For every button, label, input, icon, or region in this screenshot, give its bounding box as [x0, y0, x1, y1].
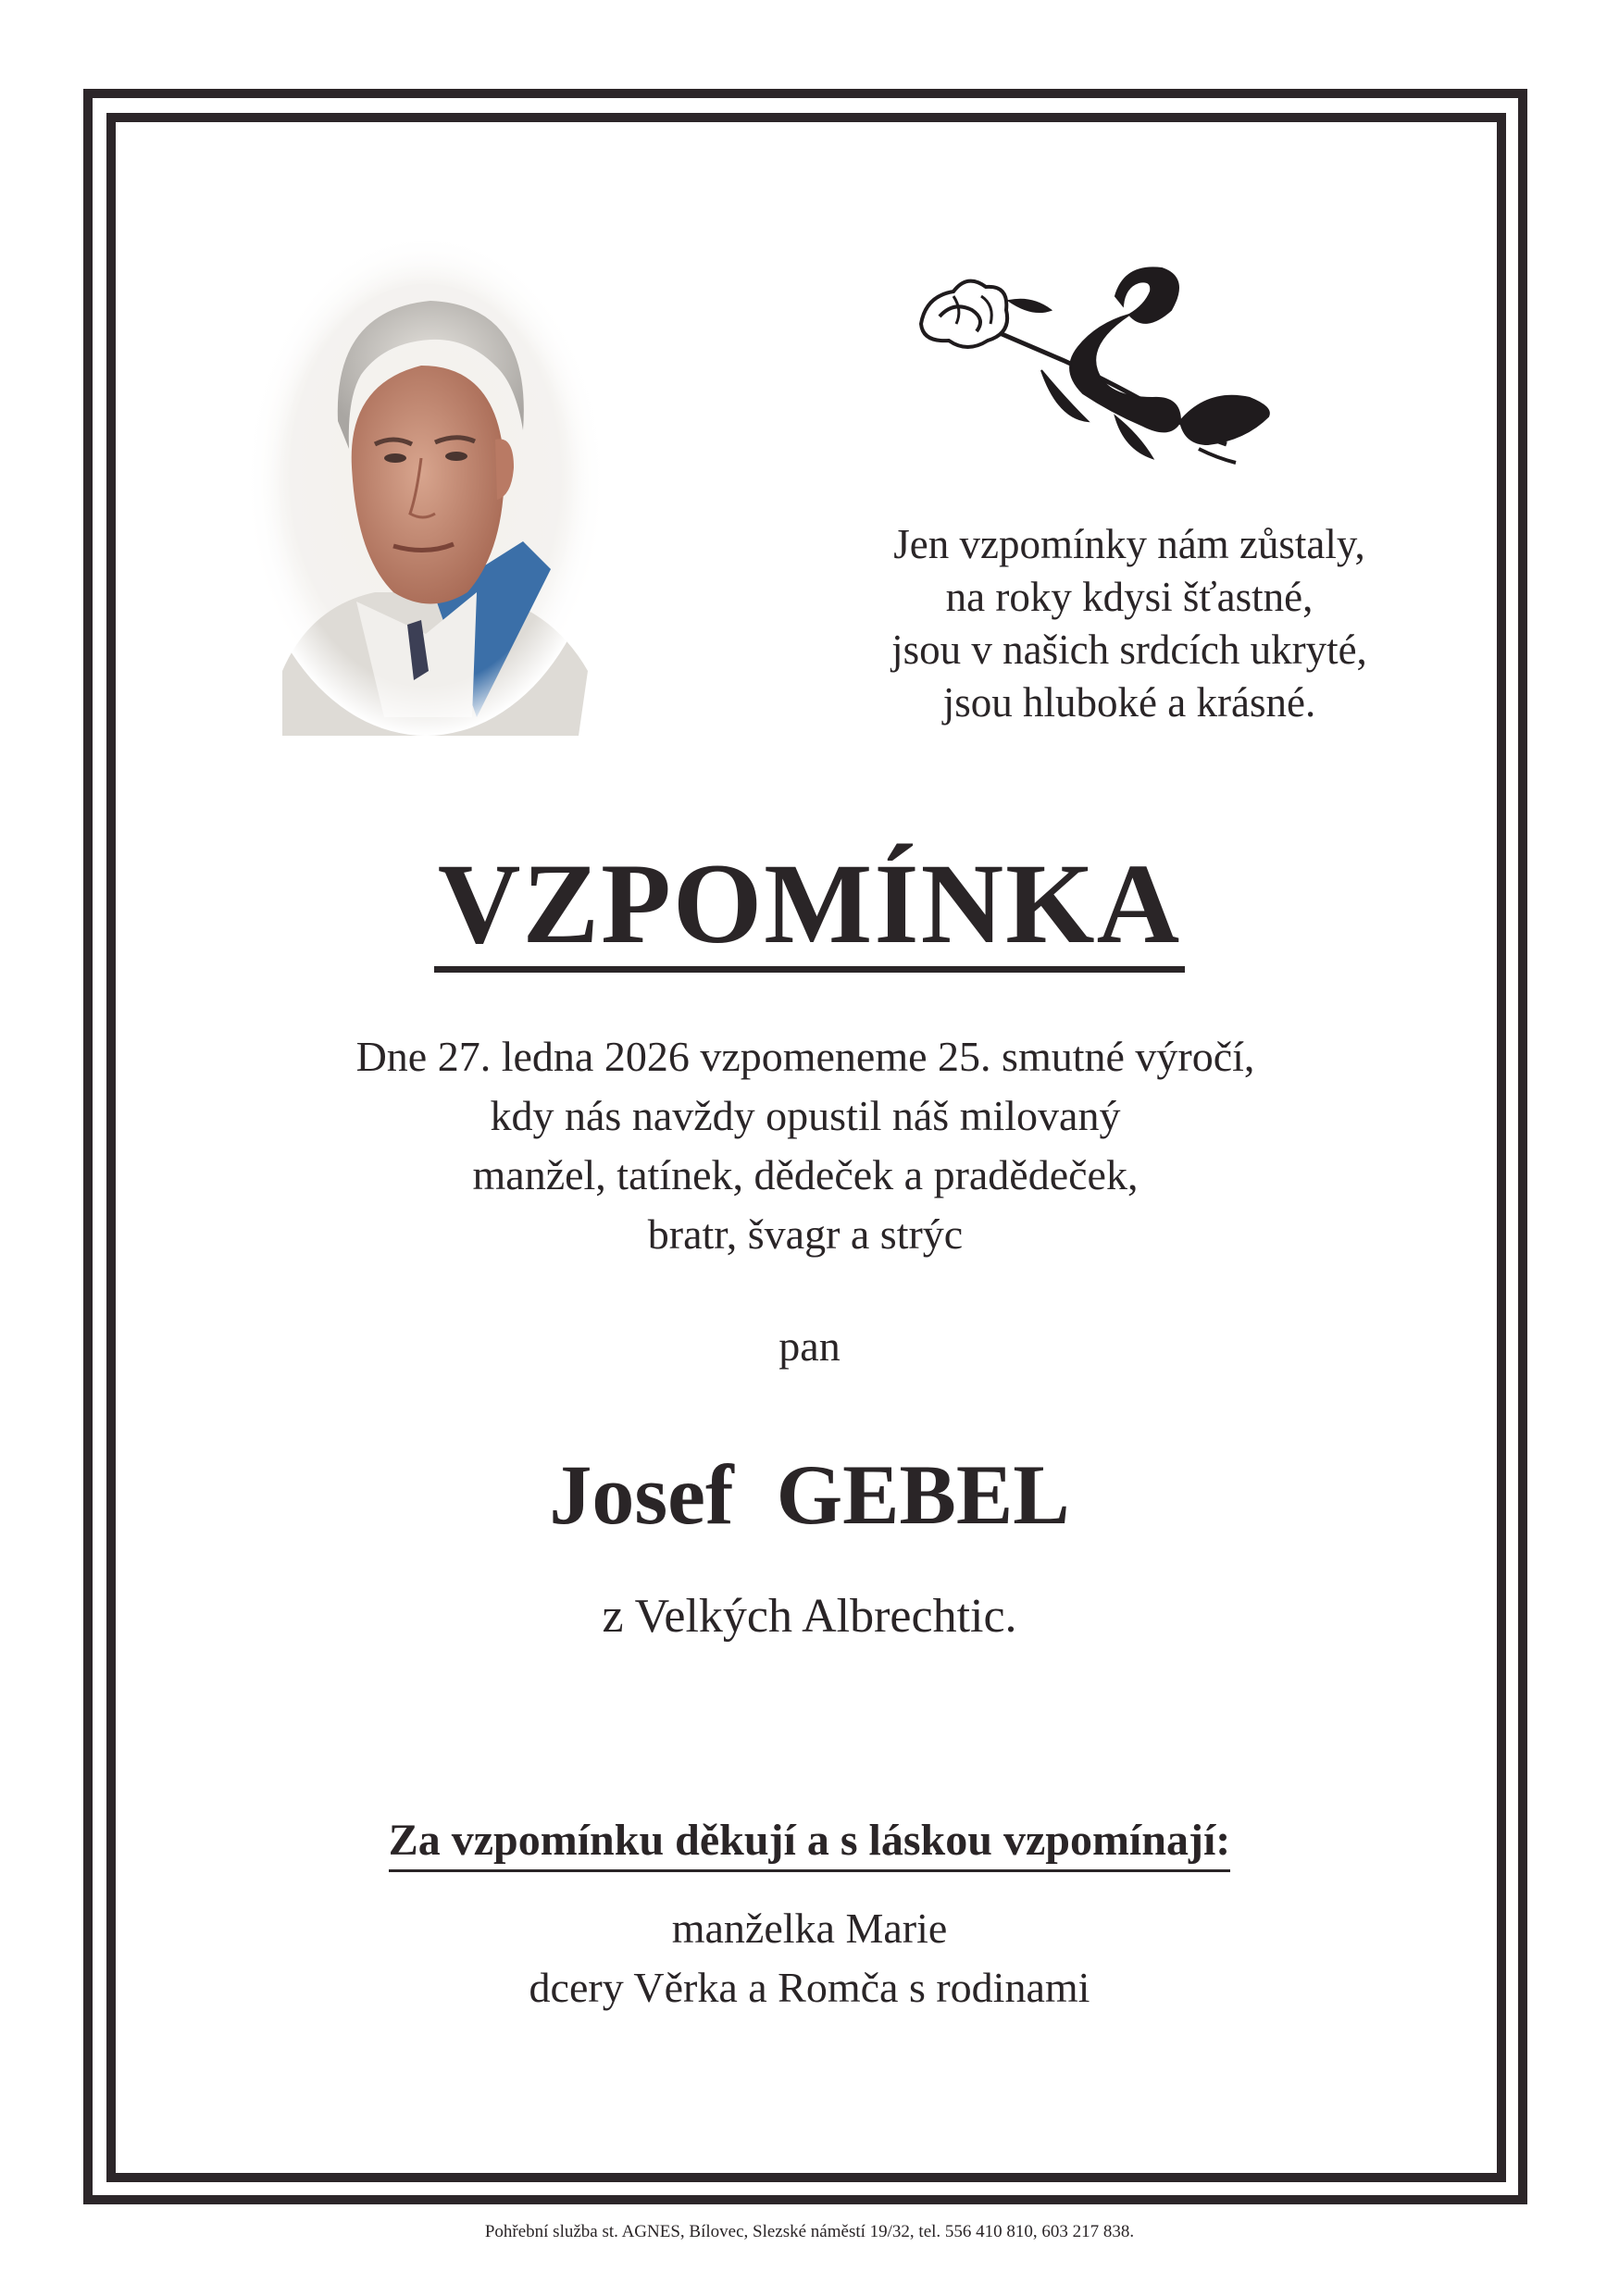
salutation: pan	[778, 1322, 841, 1370]
page-title: VZPOMÍNKA	[434, 844, 1185, 973]
poem	[759, 518, 1500, 729]
poem-line: jsou hluboké a krásné.	[942, 679, 1316, 726]
footer-funeral-service: Pohřební služba st. AGNES, Bílovec, Slezské náměstí 19/32, tel. 556 410 810, 603 217 838.	[484, 2222, 1135, 2241]
thanks-heading: Za vzpomínku děkují a s láskou vzpomínají:	[389, 1812, 1231, 1872]
announcement-line: kdy nás navždy opustil náš milovaný	[490, 1092, 1121, 1139]
announcement	[130, 1027, 1481, 1264]
mourner-line: manželka Marie	[671, 1905, 948, 1952]
poem-line: jsou v našich srdcích ukryté,	[891, 627, 1367, 673]
announcement-line: bratr, švagr a strýc	[647, 1210, 964, 1258]
mourners	[0, 1899, 1619, 2017]
poem-line: na roky kdysi šťastné,	[945, 574, 1314, 620]
rose-with-ribbon-icon	[903, 259, 1273, 467]
announcement-line: manžel, tatínek, dědeček a pradědeček,	[472, 1151, 1139, 1198]
mourner-line: dcery Věrka a Romča s rodinami	[529, 1964, 1090, 2011]
origin: z Velkých Albrechtic.	[602, 1590, 1017, 1643]
deceased-name: Josef GEBEL	[549, 1447, 1070, 1542]
announcement-line: Dne 27. ledna 2026 vzpomeneme 25. smutné výročí,	[355, 1033, 1255, 1080]
portrait-photo	[245, 236, 606, 736]
title-block	[0, 840, 1619, 973]
thanks-block	[0, 1812, 1619, 1872]
poem-line: Jen vzpomínky nám zůstaly,	[893, 521, 1365, 567]
